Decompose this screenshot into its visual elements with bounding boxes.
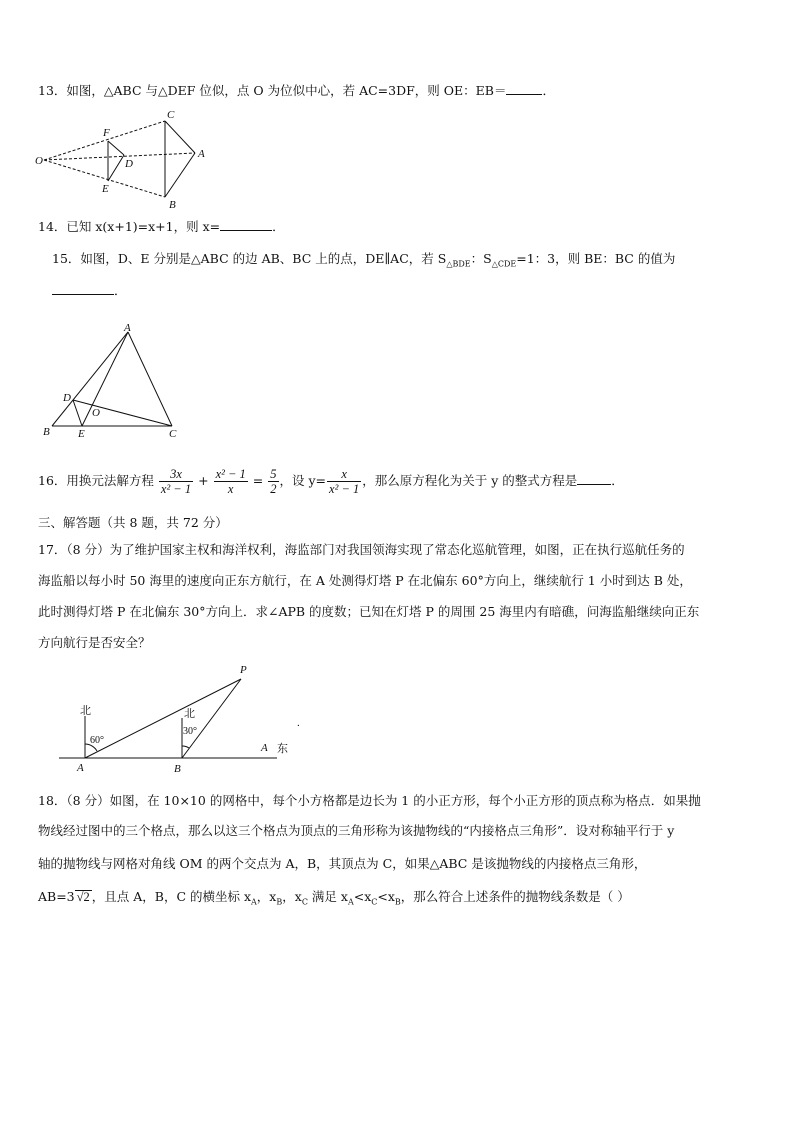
question-17-line-1: 17．（8 分）为了维护国家主权和海洋权利，海监部门对我国领海实现了常态化巡航管理，如图，正在执行巡航任务的: [38, 542, 685, 557]
question-16: 16．用换元法解方程 $\frac{3x}{\text{x² − 1}}$ + $\frac{\text{x² − 1}}{x}$ = $\frac{5}{2}$ ，设 y= $\frac{x}{\text{x² − 1}}$ ，那么原方程化为关于 y 的整式方程是 ．: [38, 467, 624, 496]
point-label-B: B: [174, 763, 181, 775]
angle-label-60: 60°: [90, 735, 104, 746]
question-13: 13．如图，△ABC 与△DEF 位似，点 O 为位似中心，若 AC=3DF，则 OE：EB＝ ．: [38, 83, 555, 98]
point-label-F: F: [103, 127, 110, 139]
point-label-O: O: [92, 407, 100, 419]
point-label-E: E: [102, 183, 109, 195]
point-label-A: A: [124, 322, 131, 334]
question-15-answer-line: ．: [52, 282, 127, 300]
stray-dot: .: [297, 717, 300, 729]
figure-homothety-triangles: [30, 105, 220, 213]
point-label-A: A: [198, 148, 205, 160]
point-label-C: C: [167, 109, 175, 121]
q14-text: 14．已知 x(x+1)=x+1，则 x=: [38, 219, 221, 234]
east-label: 东: [277, 743, 288, 755]
question-15: 15．如图，D、E 分别是△ABC 的边 AB、BC 上的点，DE∥AC，若 $S_{\triangle BDE}$：$S_{\triangle CDE}=1$：3，则 BE：BC 的值为: [52, 251, 676, 269]
answer-blank: [220, 218, 272, 231]
question-17-line-4: 方向航行是否安全？: [38, 635, 151, 650]
answer-blank: [577, 472, 611, 485]
question-18-line-1: 18．（8 分）如图，在 10×10 的网格中，每个小方格都是边长为 1 的小正方形，每个小正方形的顶点称为格点．如果抛: [38, 793, 701, 808]
point-label-O: O: [35, 155, 43, 167]
point-label-D: D: [63, 392, 71, 404]
section-heading: 三、解答题（共 8 题，共 72 分）: [38, 515, 228, 530]
fraction: $\frac{5}{2}$: [270, 467, 277, 496]
point-label-C: C: [169, 428, 177, 440]
question-18-line-4: AB=3 √2 ，且点 A，B，C 的横坐标 $x_A$，$x_B$，$x_C$ 满足 $x_A<x_C<x_B$，那么符合上述条件的抛物线条数是（ ）: [38, 889, 630, 907]
q13-text: 13．如图，△ABC 与△DEF 位似，点 O 为位似中心，若 AC=3DF，则 OE：EB＝: [38, 83, 507, 98]
point-label-A: A: [77, 762, 84, 774]
square-root: √2: [76, 890, 90, 904]
question-17-line-3: 此时测得灯塔 P 在北偏东 30°方向上．求∠APB 的度数；已知在灯塔 P 的周围 25 海里内有暗礁，问海监船继续向正东: [38, 604, 700, 619]
angle-label-30: 30°: [183, 726, 197, 737]
answer-blank: [52, 282, 114, 295]
north-label: 北: [184, 708, 195, 720]
fraction: $\frac{x}{\text{x² − 1}}$: [329, 467, 360, 496]
fraction: $\frac{\text{x² − 1}}{x}$: [215, 467, 246, 496]
fraction: $\frac{3x}{\text{x² − 1}}$: [160, 467, 192, 496]
east-point-label: A: [261, 742, 268, 754]
question-18-line-2: 物线经过图中的三个格点，那么以这三个格点为顶点的三角形称为该抛物线的“内接格点三角形”．设对称轴平行于 y: [38, 823, 675, 838]
point-label-P: P: [240, 664, 247, 676]
figure-lighthouse-bearing: [55, 660, 305, 778]
answer-blank: [506, 82, 542, 95]
point-label-B: B: [43, 426, 50, 438]
figure-triangle-abc: [40, 322, 190, 442]
point-label-D: D: [125, 158, 133, 170]
north-label: 北: [80, 705, 91, 717]
question-17-line-2: 海监船以每小时 50 海里的速度向正东方航行，在 A 处测得灯塔 P 在北偏东 60°方向上，继续航行 1 小时到达 B 处，: [38, 573, 692, 588]
question-14: 14．已知 x(x+1)=x+1，则 x= ．: [38, 219, 285, 234]
point-label-B: B: [169, 199, 176, 211]
point-label-E: E: [78, 428, 85, 440]
question-18-line-3: 轴的抛物线与网格对角线 OM 的两个交点为 A，B，其顶点为 C，如果△ABC 是该抛物线的内接格点三角形，: [38, 856, 647, 871]
